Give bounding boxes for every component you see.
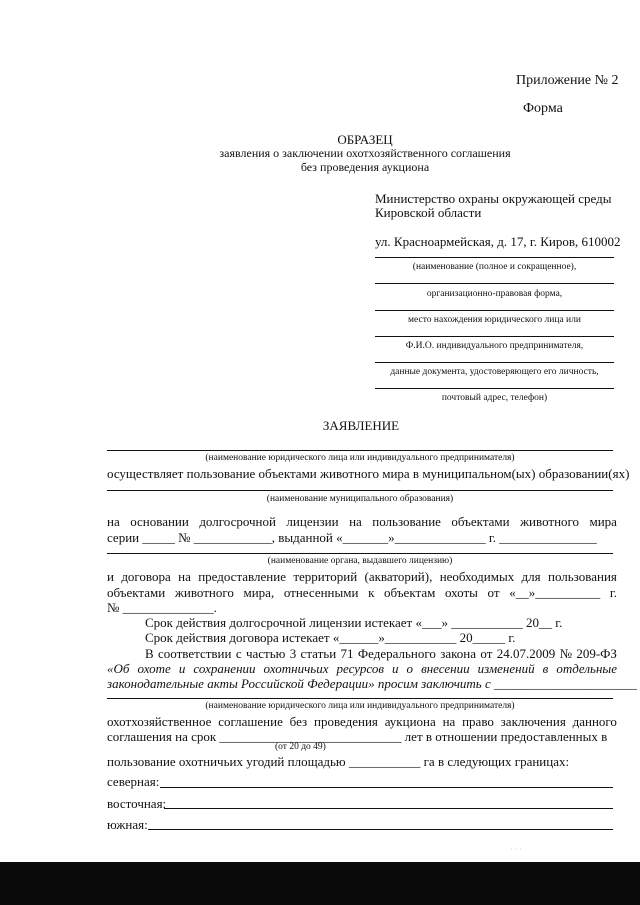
blank-line <box>375 388 614 389</box>
caption-entity-2: (наименование юридического лица или индивидуального предпринимателя) <box>205 701 515 711</box>
caption-fio: Ф.И.О. индивидуального предпринимателя, <box>405 341 584 351</box>
caption-years: (от 20 до 49) <box>275 742 326 752</box>
form-label: Форма <box>523 101 563 116</box>
caption-identity: данные документа, удостоверяющего его личность, <box>390 367 599 377</box>
caption-legal-form: организационно-правовая форма, <box>426 289 563 299</box>
title-line-1: заявления о заключении охотхозяйственного соглашения <box>219 146 511 160</box>
border-south-label: южная: <box>107 817 148 832</box>
blank-line <box>107 450 613 451</box>
caption-organ: (наименование органа, выдавшего лицензию) <box>267 556 453 566</box>
paragraph-usage: осуществляет пользование объектами животного мира в муниципальном(ых) образовании(ях) <box>107 466 630 481</box>
border-east-label: восточная: <box>107 796 167 811</box>
caption-municipal: (наименование муниципального образования) <box>266 494 454 504</box>
law-line-1: В соответствии с частью 3 статьи 71 Федерального закона от 24.07.2009 № 209-ФЗ <box>145 646 617 661</box>
border-north-label: северная: <box>107 774 160 789</box>
paragraph-license: на основании долгосрочной лицензии на пользование объектами животного мира <box>107 514 617 529</box>
title-line-2: без проведения аукциона <box>300 160 430 174</box>
number-line: № ______________. <box>107 600 217 615</box>
scan-bottom-edge <box>0 862 640 905</box>
caption-name: (наименование (полное и сокращенное), <box>412 262 577 272</box>
area-line: пользование охотничьих угодий площадью ___________ га в следующих границах: <box>107 754 570 769</box>
contract-term: Срок действия договора истекает «______»___________ 20_____ г. <box>145 630 516 645</box>
ministry-line-2: Кировской области <box>375 205 482 220</box>
term-line: соглашения на срок ____________________________ лет в отношении предоставленных в <box>107 729 608 744</box>
paragraph-objects: объектами животного мира, отнесенными к объектам охоты от «__»__________ г. <box>107 585 617 600</box>
appendix-label: Приложение № 2 <box>516 73 619 88</box>
ministry-address: ул. Красноармейская, д. 17, г. Киров, 610002 <box>375 234 621 249</box>
blank-line <box>107 698 613 699</box>
law-line-3: законодательные акты Российской Федерации» просим заключить с ______________________ <box>107 676 637 691</box>
ministry-line-1: Министерство охраны окружающей среды <box>375 191 612 206</box>
caption-entity: (наименование юридического лица или индивидуального предпринимателя) <box>205 453 515 463</box>
blank-line <box>375 257 614 258</box>
scan-artifact: · · · <box>510 845 522 854</box>
law-line-2: «Об охоте и сохранении охотничьих ресурсов и о внесении изменений в отдельные <box>107 661 617 676</box>
license-term: Срок действия долгосрочной лицензии истекает «___» ___________ 20__ г. <box>145 615 563 630</box>
blank-line <box>107 553 613 554</box>
blank-line <box>375 283 614 284</box>
document-title: ОБРАЗЕЦ <box>337 132 393 147</box>
caption-contacts: почтовый адрес, телефон) <box>441 393 548 403</box>
paragraph-contract: и договора на предоставление территорий (акваторий), необходимых для пользования <box>107 569 617 584</box>
blank-line <box>375 336 614 337</box>
border-north-blank <box>160 787 613 788</box>
border-east-blank <box>164 808 613 809</box>
blank-line <box>375 362 614 363</box>
caption-location: место нахождения юридического лица или <box>408 315 581 325</box>
paragraph-agreement: охотхозяйственное соглашение без проведения аукциона на право заключения данного <box>107 714 617 729</box>
series-line: серии _____ № ____________, выданной «_______»______________ г. _______________ <box>107 530 597 545</box>
blank-line <box>375 310 614 311</box>
border-south-blank <box>148 829 613 830</box>
application-heading: ЗАЯВЛЕНИЕ <box>322 418 400 433</box>
blank-line <box>107 490 613 491</box>
